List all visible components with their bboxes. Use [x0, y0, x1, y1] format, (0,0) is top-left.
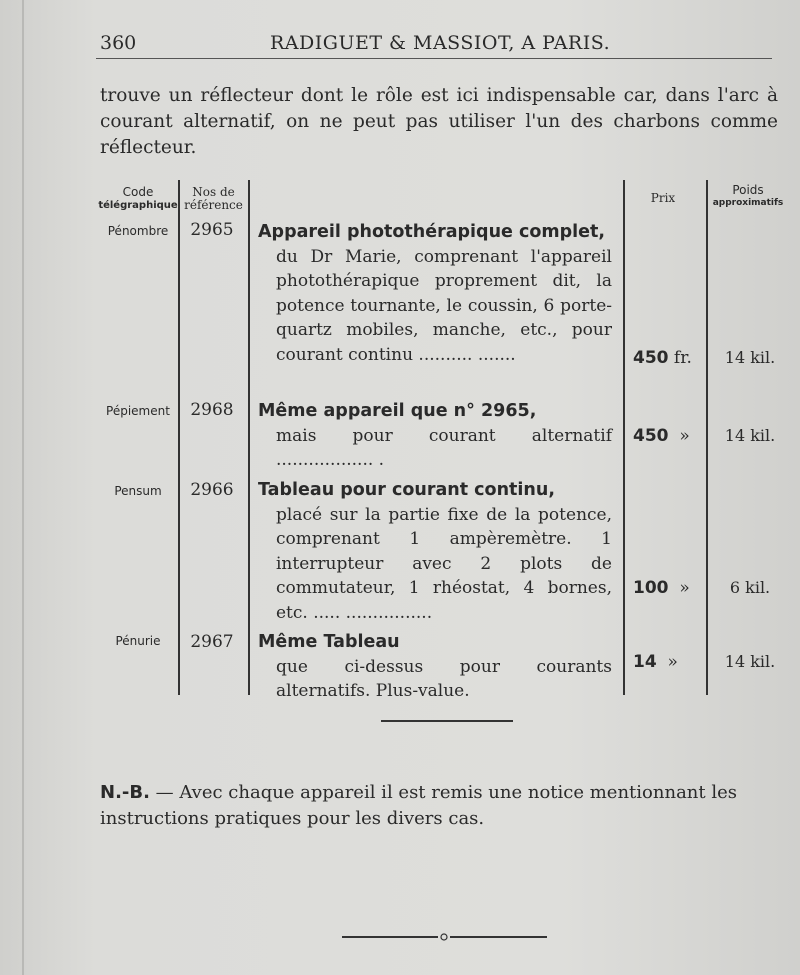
row-reference: 2967	[190, 632, 234, 652]
note-lead: N.-B.	[100, 782, 150, 803]
note-paragraph	[100, 780, 780, 832]
column-rule	[623, 180, 625, 695]
row-title: Même appareil que n° 2965,	[258, 401, 537, 421]
row-code: Pépiement	[106, 404, 170, 418]
row-price: 14 »	[633, 652, 678, 672]
row-reference: 2965	[190, 220, 234, 240]
row-body: placé sur la partie fixe de la potence, comprenant 1 ampèremètre. 1 interrupteur avec 2 plots de commutateur, 1 rhéostat, 4 bornes, etc. ..... ................	[276, 504, 612, 623]
row-body: que ci-dessus pour courants alternatifs. Plus-value.	[276, 656, 612, 701]
binding-edge	[22, 0, 24, 975]
section-divider	[381, 720, 513, 722]
row-title: Même Tableau	[258, 632, 400, 652]
row-reference: 2968	[190, 400, 234, 420]
column-rule	[248, 180, 250, 695]
header-weight: Poids approximatifs	[712, 183, 784, 208]
row-price: 450 fr.	[633, 348, 692, 368]
row-weight: 6 kil.	[729, 578, 771, 597]
row-price: 100 »	[633, 578, 690, 598]
row-body: du Dr Marie, comprenant l'appareil photothérapique proprement dit, la potence tournante, le coussin, 6 porte-quartz mobiles, manche, etc., pour courant continu .......... .......	[276, 246, 612, 365]
column-rule	[178, 180, 180, 695]
end-ornament	[342, 930, 547, 944]
row-weight: 14 kil.	[724, 652, 776, 671]
running-title: RADIGUET & MASSIOT, A PARIS.	[270, 32, 611, 54]
row-body: mais pour courant alternatif .................. .	[276, 425, 612, 470]
page-header	[60, 26, 780, 56]
header-code: Code télégraphique	[98, 185, 178, 211]
price-table	[98, 180, 788, 700]
row-weight: 14 kil.	[724, 348, 776, 367]
row-code: Pénombre	[107, 224, 169, 238]
row-description	[258, 399, 612, 473]
header-price: Prix	[650, 191, 676, 205]
row-code: Pensum	[114, 484, 162, 498]
intro-paragraph: trouve un réflecteur dont le rôle est ici indispensable car, dans l'arc à courant alternatif, on ne peut pas utiliser l'un des charbons comme réflecteur.	[100, 85, 778, 158]
note-text: — Avec chaque appareil il est remis une notice mentionnant les instructions pratiques pour les divers cas.	[100, 782, 737, 829]
page-number: 360	[100, 32, 137, 54]
header-reference: Nos de référence	[184, 185, 243, 212]
row-reference: 2966	[190, 480, 234, 500]
header-rule	[96, 58, 772, 59]
row-description	[258, 630, 612, 704]
row-weight: 14 kil.	[724, 426, 776, 445]
row-title: Appareil photothérapique complet,	[258, 222, 606, 242]
row-description	[258, 478, 612, 625]
row-price: 450 »	[633, 426, 690, 446]
row-code: Pénurie	[115, 634, 161, 648]
row-title: Tableau pour courant continu,	[258, 480, 555, 500]
row-description	[258, 220, 612, 367]
